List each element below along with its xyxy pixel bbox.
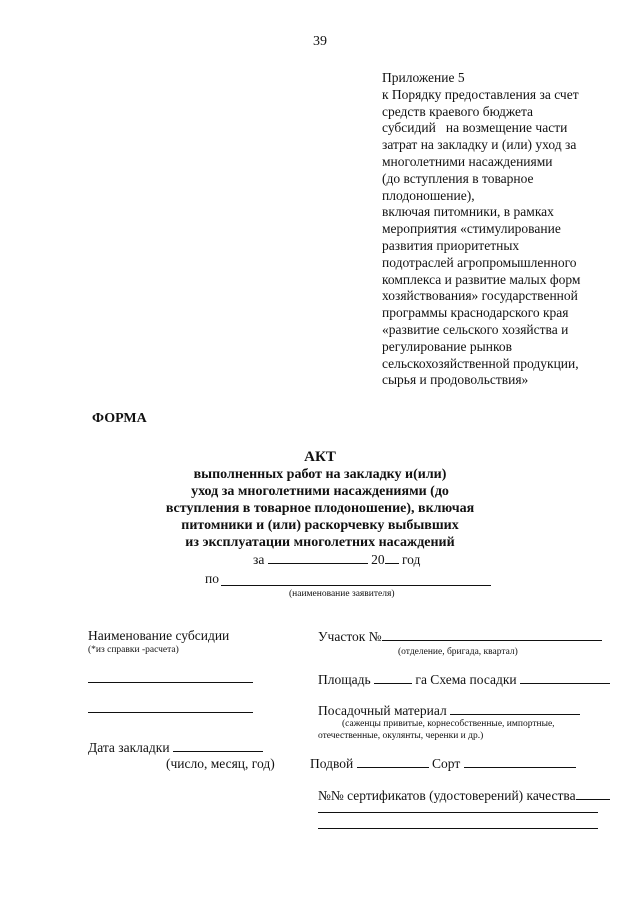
appendix-line: субсидий на возмещение части bbox=[382, 120, 568, 136]
rootstock-label: Подвой bbox=[310, 756, 354, 771]
appendix-line: включая питомники, в рамках bbox=[382, 204, 554, 220]
year-field[interactable] bbox=[385, 563, 399, 564]
page-number: 39 bbox=[313, 34, 327, 49]
appendix-line: мероприятия «стимулирование bbox=[382, 221, 561, 237]
date-label: Дата закладки bbox=[88, 740, 170, 755]
appendix-line: сырья и продовольствия» bbox=[382, 372, 529, 388]
applicant-caption: (наименование заявителя) bbox=[289, 589, 395, 599]
area-unit: га Схема посадки bbox=[415, 672, 517, 687]
appendix-line: Приложение 5 bbox=[382, 70, 465, 85]
form-label: ФОРМА bbox=[92, 411, 147, 426]
plot-label: Участок № bbox=[318, 629, 382, 644]
variety-field[interactable] bbox=[464, 767, 576, 768]
subsidy-field-1[interactable] bbox=[88, 682, 253, 683]
by-label: по bbox=[205, 571, 219, 586]
period-row bbox=[253, 552, 420, 568]
certificates-field-3[interactable] bbox=[318, 828, 598, 829]
act-title-line: вступления в товарное плодоношение), включая bbox=[165, 501, 475, 516]
appendix-line: к Порядку предоставления за счет bbox=[382, 86, 579, 102]
act-title-line: уход за многолетними насаждениями (до bbox=[191, 484, 449, 499]
planting-scheme-field[interactable] bbox=[520, 683, 610, 684]
appendix-line: «развитие сельского хозяйства и bbox=[382, 321, 569, 337]
appendix-line: плодоношение), bbox=[382, 187, 475, 203]
date-row bbox=[88, 740, 263, 756]
material-caption: отечественные, окулянты, черенки и др.) bbox=[318, 731, 484, 741]
certificates-row bbox=[318, 788, 610, 804]
subsidy-note: (*из справки -расчета) bbox=[88, 645, 179, 655]
material-field[interactable] bbox=[450, 714, 580, 715]
appendix-line: средств краевого бюджета bbox=[382, 103, 534, 119]
plot-caption: (отделение, бригада, квартал) bbox=[398, 647, 518, 657]
appendix-block bbox=[382, 70, 580, 389]
certificates-field[interactable] bbox=[576, 799, 610, 800]
period-field[interactable] bbox=[268, 563, 368, 564]
appendix-line: подотраслей агропромышленного bbox=[382, 254, 577, 270]
area-label: Площадь bbox=[318, 672, 371, 687]
material-row bbox=[318, 703, 580, 719]
variety-label: Сорт bbox=[432, 756, 461, 771]
period-suffix: год bbox=[401, 552, 421, 567]
appendix-line: затрат на закладку и (или) уход за bbox=[382, 137, 577, 153]
appendix-line: комплекса и развитие малых форм bbox=[382, 271, 581, 287]
act-title-line: из эксплуатации многолетних насаждений bbox=[185, 535, 455, 550]
material-caption: (саженцы привитые, корнесобственные, импортные, bbox=[342, 719, 555, 729]
certificates-field-2[interactable] bbox=[318, 812, 598, 813]
rootstock-row bbox=[310, 756, 576, 772]
plot-row bbox=[318, 629, 602, 645]
material-label: Посадочный материал bbox=[318, 703, 447, 718]
date-caption: (число, месяц, год) bbox=[166, 756, 275, 771]
period-prefix: за bbox=[253, 552, 265, 567]
area-row bbox=[318, 672, 610, 688]
subsidy-field-2[interactable] bbox=[88, 712, 253, 713]
act-title-line: питомники и (или) раскорчевку выбывших bbox=[181, 518, 459, 533]
subsidy-label: Наименование субсидии bbox=[88, 628, 230, 643]
rootstock-field[interactable] bbox=[357, 767, 429, 768]
plot-field[interactable] bbox=[382, 640, 602, 641]
date-field[interactable] bbox=[173, 751, 263, 752]
appendix-line: хозяйствования» государственной bbox=[382, 288, 578, 304]
certificates-label: №№ сертификатов (удостоверений) качества bbox=[318, 788, 576, 803]
area-field[interactable] bbox=[374, 683, 412, 684]
appendix-line: развития приоритетных bbox=[382, 237, 520, 253]
act-title: АКТ bbox=[304, 449, 336, 465]
period-year: 20 bbox=[371, 552, 385, 567]
applicant-field[interactable] bbox=[221, 585, 491, 586]
appendix-line: программы краснодарского края bbox=[382, 305, 569, 321]
appendix-line: сельскохозяйственной продукции, bbox=[382, 355, 579, 371]
appendix-line: многолетними насаждениями bbox=[382, 153, 553, 169]
act-title-line: выполненных работ на закладку и(или) bbox=[193, 467, 447, 482]
appendix-line: регулирование рынков bbox=[382, 338, 512, 354]
appendix-line: (до вступления в товарное bbox=[382, 170, 534, 186]
